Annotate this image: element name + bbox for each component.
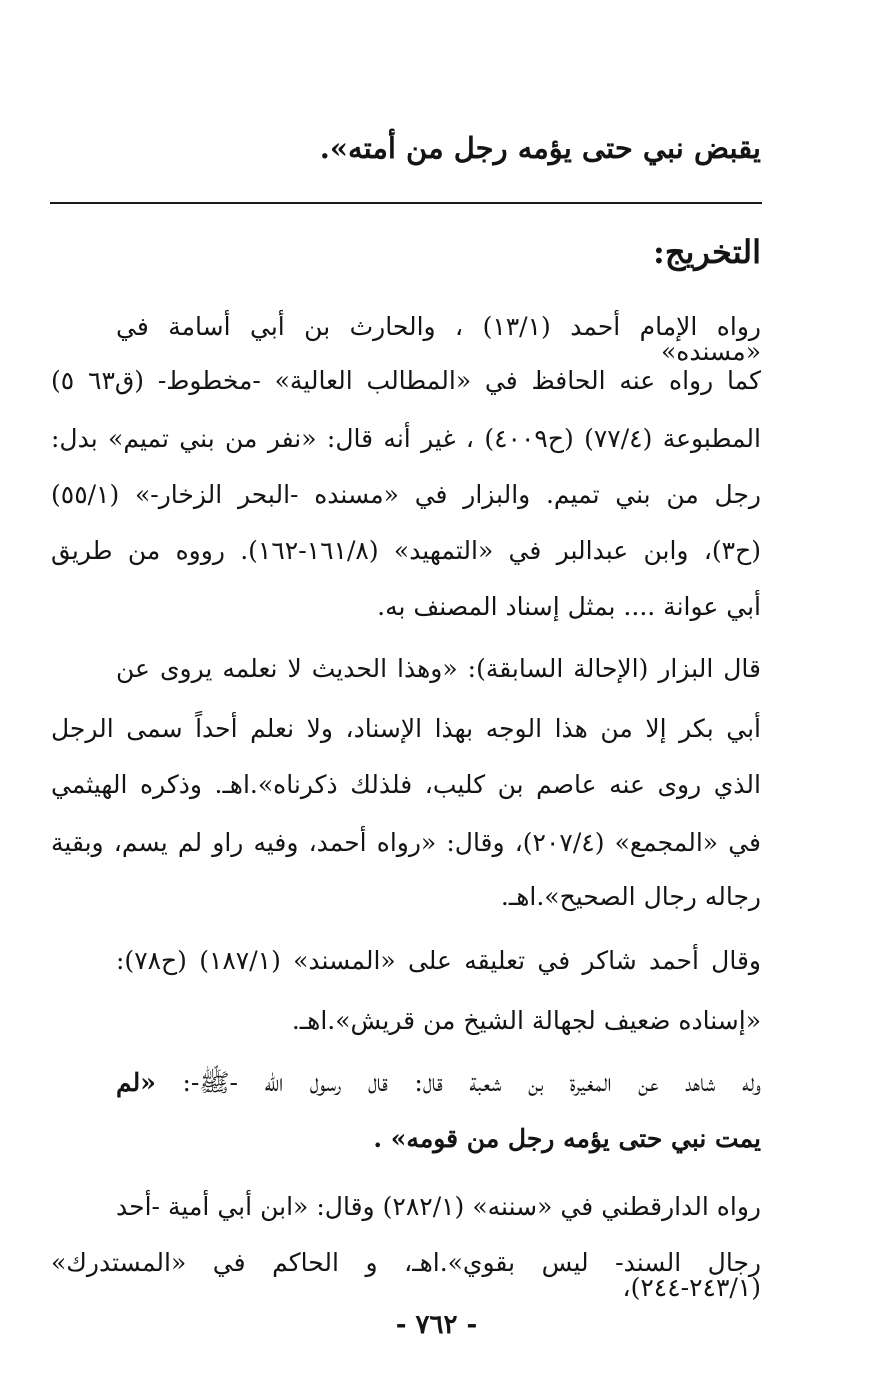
paragraph-line: المطبوعة (٧٧/٤) (ح٤٠٠٩) ، غير أنه قال: «نفر من بني تميم» بدل: (51, 424, 761, 453)
hadith-intro-text: وله شاهد عن المغيرة بن شعبة قال: قال رسول الله -ﷺ-: (155, 1068, 761, 1097)
paragraph-line: في «المجمع» (٢٠٧/٤)، وقال: «رواه أحمد، وفيه راو لم يسم، وبقية (51, 828, 761, 857)
previous-text-continuation: يقبض نبي حتى يؤمه رجل من أمته». (319, 131, 761, 165)
paragraph-line: رجال السند- ليس بقوي».اهـ، و الحاكم في «المستدرك» (٢٤٣/١-٢٤٤)، (51, 1248, 761, 1302)
paragraph-line: رجل من بني تميم. والبزار في «مسنده -البحر الزخار-» (٥٥/١) (51, 480, 761, 509)
paragraph-line: أبي بكر إلا من هذا الوجه بهذا الإسناد، ولا نعلم أحداً سمى الرجل (51, 714, 761, 743)
paragraph-line: رواه الإمام أحمد (١٣/١) ، والحارث بن أبي أسامة في «مسنده» (116, 312, 761, 366)
paragraph-line: الذي روى عنه عاصم بن كليب، فلذلك ذكرناه».اهـ. وذكره الهيثمي (51, 770, 761, 799)
separator-rule (50, 202, 762, 204)
paragraph-line: «إسناده ضعيف لجهالة الشيخ من قريش».اهـ. (291, 1006, 761, 1035)
paragraph-line: أبي عوانة .... بمثل إسناد المصنف به. (377, 592, 761, 621)
hadith-quote-line: يمت نبي حتى يؤمه رجل من قومه» . (373, 1124, 761, 1153)
paragraph-line: (ح٣)، وابن عبدالبر في «التمهيد» (١٦١/٨-١٦٢). رووه من طريق (51, 536, 761, 565)
paragraph-line: وقال أحمد شاكر في تعليقه على «المسند» (١٨٧/١) (ح٧٨): (116, 946, 761, 975)
paragraph-line: كما رواه عنه الحافظ في «المطالب العالية» -مخطوط- (ق٦٣ ٥) (51, 366, 761, 395)
paragraph-line: رجاله رجال الصحيح».اهـ. (500, 882, 761, 911)
section-heading: التخريج: (653, 233, 761, 271)
paragraph-line: رواه الدارقطني في «سننه» (٢٨٢/١) وقال: «ابن أبي أمية -أحد (116, 1192, 761, 1221)
paragraph-line: قال البزار (الإحالة السابقة): «وهذا الحديث لا نعلمه يروى عن (116, 654, 761, 683)
hadith-quote-start: «لم (116, 1068, 156, 1097)
page-number: - ٧٦٢ - (395, 1310, 478, 1340)
paragraph-line (116, 1070, 761, 1104)
